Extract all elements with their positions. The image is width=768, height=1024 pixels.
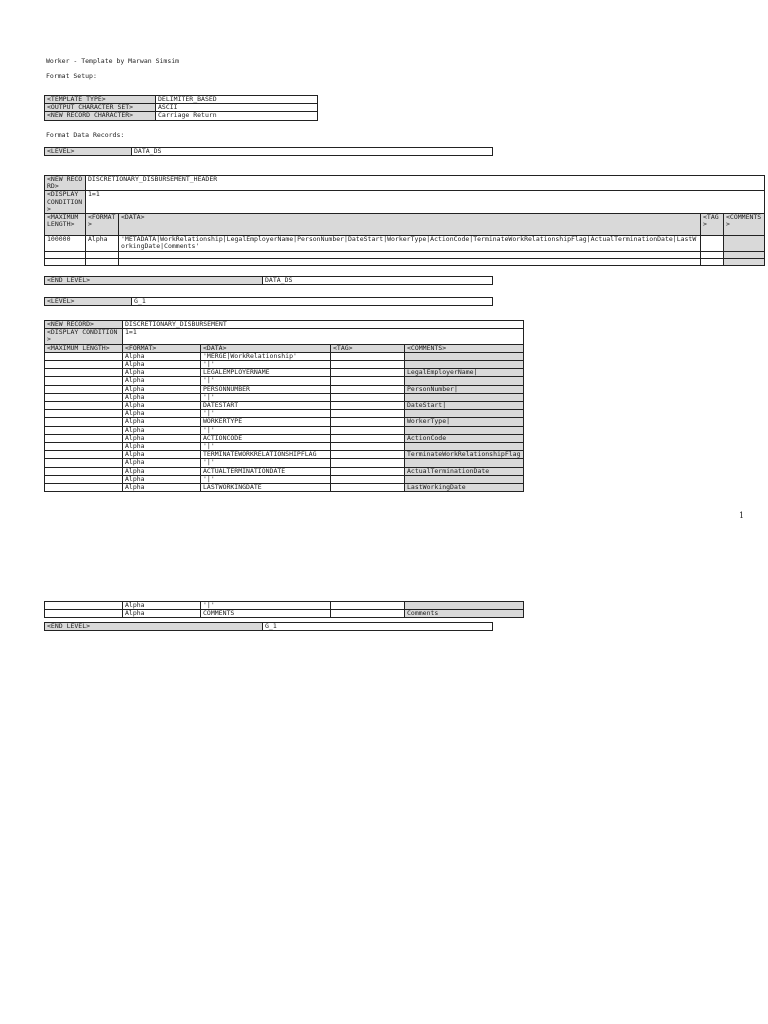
table-row — [45, 369, 524, 377]
table-row — [45, 385, 524, 393]
cell-maxlen — [45, 459, 123, 467]
display-condition-value: 1=1 — [86, 191, 765, 214]
table-row — [45, 377, 524, 385]
cell-comments — [405, 602, 524, 610]
cell-data: ACTIONCODE — [201, 434, 331, 442]
cell-format: Alpha — [123, 610, 201, 618]
cell-format: Alpha — [123, 402, 201, 410]
cell-tag — [331, 402, 405, 410]
cell-maxlen — [45, 377, 123, 385]
cell-tag — [331, 418, 405, 426]
cell-data: '|' — [201, 475, 331, 483]
cell-maxlen — [45, 610, 123, 618]
level-table-g1 — [44, 297, 493, 306]
table-row — [45, 610, 524, 618]
column-header-format: <FORMAT> — [123, 344, 201, 352]
cell-data: LASTWORKINGDATE — [201, 484, 331, 492]
table-row — [45, 426, 524, 434]
cell-data: LEGALEMPLOYERNAME — [201, 369, 331, 377]
cell-comments: ActualTerminationDate — [405, 467, 524, 475]
table-row — [45, 402, 524, 410]
cell-comments — [405, 361, 524, 369]
table-row — [45, 104, 318, 112]
column-header-format: <FORMAT> — [86, 214, 119, 236]
cell-data: COMMENTS — [201, 610, 331, 618]
column-header-maxlen: <MAXIMUM LENGTH> — [45, 214, 86, 236]
new-record-label: <NEW RECORD> — [45, 176, 86, 191]
display-condition-label: <DISPLAY CONDITION> — [45, 191, 86, 214]
cell-tag — [331, 352, 405, 360]
cell-maxlen — [45, 352, 123, 360]
end-level-label: <END LEVEL> — [45, 623, 263, 631]
cell-format: Alpha — [123, 361, 201, 369]
format-data-records-label: Format Data Records: — [46, 131, 125, 139]
cell-format: Alpha — [123, 434, 201, 442]
new-record-value: DISCRETIONARY_DISBURSEMENT — [123, 321, 524, 329]
cell-maxlen — [45, 443, 123, 451]
cell-maxlen — [45, 426, 123, 434]
display-condition-value: 1=1 — [123, 329, 524, 344]
cell-data: '|' — [201, 410, 331, 418]
cell-data: ACTUALTERMINATIONDATE — [201, 467, 331, 475]
cell-maxlen — [45, 361, 123, 369]
setup-value: Carriage Return — [156, 112, 318, 120]
cell-tag — [331, 410, 405, 418]
cell-tag — [331, 434, 405, 442]
level-label: <LEVEL> — [45, 148, 132, 156]
cell-tag — [331, 361, 405, 369]
table-row — [45, 361, 524, 369]
table-row — [45, 236, 765, 252]
cell-format: Alpha — [123, 369, 201, 377]
cell-format: Alpha — [123, 393, 201, 401]
cell-data: '|' — [201, 459, 331, 467]
cell-comments: PersonNumber| — [405, 385, 524, 393]
detail-record-table-continued — [44, 601, 524, 618]
column-header-data: <DATA> — [201, 344, 331, 352]
cell-format: Alpha — [123, 459, 201, 467]
table-row — [45, 443, 524, 451]
cell-data: DATESTART — [201, 402, 331, 410]
cell-data: '|' — [201, 377, 331, 385]
cell-comments: DateStart| — [405, 402, 524, 410]
table-row — [45, 484, 524, 492]
cell-tag — [331, 385, 405, 393]
table-row — [45, 418, 524, 426]
cell-comments — [405, 475, 524, 483]
end-level-table-g1 — [44, 622, 493, 631]
cell-comments — [405, 443, 524, 451]
cell-comments: TerminateWorkRelationshipFlag — [405, 451, 524, 459]
column-header-data: <DATA> — [119, 214, 701, 236]
cell-maxlen — [45, 393, 123, 401]
cell-maxlen — [45, 475, 123, 483]
table-row — [45, 112, 318, 120]
document-title: Worker - Template by Marwan Simsim — [46, 57, 180, 65]
cell-format: Alpha — [123, 467, 201, 475]
cell-maxlen — [45, 402, 123, 410]
cell-tag — [331, 426, 405, 434]
level-label: <LEVEL> — [45, 298, 132, 306]
cell-format: Alpha — [123, 410, 201, 418]
end-level-label: <END LEVEL> — [45, 277, 263, 285]
column-header-maxlen: <MAXIMUM LENGTH> — [45, 344, 123, 352]
cell-tag — [331, 602, 405, 610]
table-row — [45, 602, 524, 610]
cell-tag — [331, 377, 405, 385]
cell-maxlen — [45, 385, 123, 393]
display-condition-label: <DISPLAY CONDITION> — [45, 329, 123, 344]
cell-comments: LegalEmployerName| — [405, 369, 524, 377]
end-level-value: G_1 — [263, 623, 493, 631]
cell-tag — [331, 610, 405, 618]
table-row — [45, 410, 524, 418]
table-row — [45, 467, 524, 475]
cell-format: Alpha — [86, 236, 119, 252]
cell-maxlen — [45, 418, 123, 426]
cell-data: 'METADATA|WorkRelationship|LegalEmployerName|PersonNumber|DateStart|WorkerType|ActionCode|TerminateWorkRelationshipFlag|ActualTerminationDate|LastWorkingDate|Comments' — [119, 236, 701, 252]
column-header-tag: <TAG> — [331, 344, 405, 352]
cell-format: Alpha — [123, 352, 201, 360]
cell-tag — [331, 484, 405, 492]
cell-maxlen — [45, 467, 123, 475]
cell-comments — [405, 393, 524, 401]
cell-data: 'MERGE|WorkRelationship' — [201, 352, 331, 360]
cell-format: Alpha — [123, 426, 201, 434]
cell-tag — [331, 451, 405, 459]
cell-format: Alpha — [123, 475, 201, 483]
table-row — [45, 451, 524, 459]
cell-tag — [331, 467, 405, 475]
column-header-comments: <COMMENTS> — [405, 344, 524, 352]
cell-format: Alpha — [123, 418, 201, 426]
cell-maxlen — [45, 369, 123, 377]
cell-maxlen — [45, 410, 123, 418]
format-setup-table — [44, 95, 318, 121]
level-value: DATA_DS — [132, 148, 493, 156]
page-number: 1 — [739, 511, 745, 520]
cell-tag — [331, 459, 405, 467]
cell-comments: ActionCode — [405, 434, 524, 442]
cell-comments — [405, 352, 524, 360]
detail-record-table — [44, 320, 524, 492]
cell-tag — [331, 443, 405, 451]
cell-data: '|' — [201, 426, 331, 434]
cell-data: '|' — [201, 361, 331, 369]
cell-data: '|' — [201, 393, 331, 401]
cell-format: Alpha — [123, 443, 201, 451]
cell-comments — [405, 410, 524, 418]
table-row — [45, 475, 524, 483]
cell-comments: WorkerType| — [405, 418, 524, 426]
cell-maxlen — [45, 434, 123, 442]
cell-maxlen — [45, 451, 123, 459]
format-setup-label: Format Setup: — [46, 72, 97, 80]
cell-format: Alpha — [123, 451, 201, 459]
cell-format: Alpha — [123, 385, 201, 393]
cell-comments — [405, 426, 524, 434]
cell-tag — [331, 393, 405, 401]
column-header-comments: <COMMENTS> — [724, 214, 765, 236]
cell-maxlen — [45, 484, 123, 492]
end-level-value: DATA_DS — [263, 277, 493, 285]
cell-maxlen — [45, 602, 123, 610]
setup-key: <TEMPLATE TYPE> — [45, 96, 156, 104]
new-record-label: <NEW RECORD> — [45, 321, 123, 329]
table-row — [45, 393, 524, 401]
cell-format: Alpha — [123, 602, 201, 610]
new-record-value: DISCRETIONARY_DISBURSEMENT_HEADER — [86, 176, 765, 191]
header-record-table — [44, 175, 765, 266]
table-row — [45, 434, 524, 442]
setup-value: ASCII — [156, 104, 318, 112]
cell-comments — [405, 459, 524, 467]
cell-comments: Comments — [405, 610, 524, 618]
cell-tag — [331, 369, 405, 377]
cell-data: '|' — [201, 443, 331, 451]
cell-tag — [331, 475, 405, 483]
level-value: G_1 — [132, 298, 493, 306]
setup-key: <OUTPUT CHARACTER SET> — [45, 104, 156, 112]
setup-value: DELIMITER_BASED — [156, 96, 318, 104]
level-table-data-ds — [44, 147, 493, 156]
cell-format: Alpha — [123, 377, 201, 385]
cell-comments: LastWorkingDate — [405, 484, 524, 492]
table-row — [45, 352, 524, 360]
cell-format: Alpha — [123, 484, 201, 492]
cell-data: TERMINATEWORKRELATIONSHIPFLAG — [201, 451, 331, 459]
cell-data: '|' — [201, 602, 331, 610]
table-row — [45, 96, 318, 104]
cell-data: WORKERTYPE — [201, 418, 331, 426]
end-level-table-data-ds — [44, 276, 493, 285]
cell-maxlen: 100000 — [45, 236, 86, 252]
cell-data: PERSONNUMBER — [201, 385, 331, 393]
cell-comments — [405, 377, 524, 385]
table-row — [45, 459, 524, 467]
setup-key: <NEW RECORD CHARACTER> — [45, 112, 156, 120]
column-header-tag: <TAG> — [701, 214, 724, 236]
